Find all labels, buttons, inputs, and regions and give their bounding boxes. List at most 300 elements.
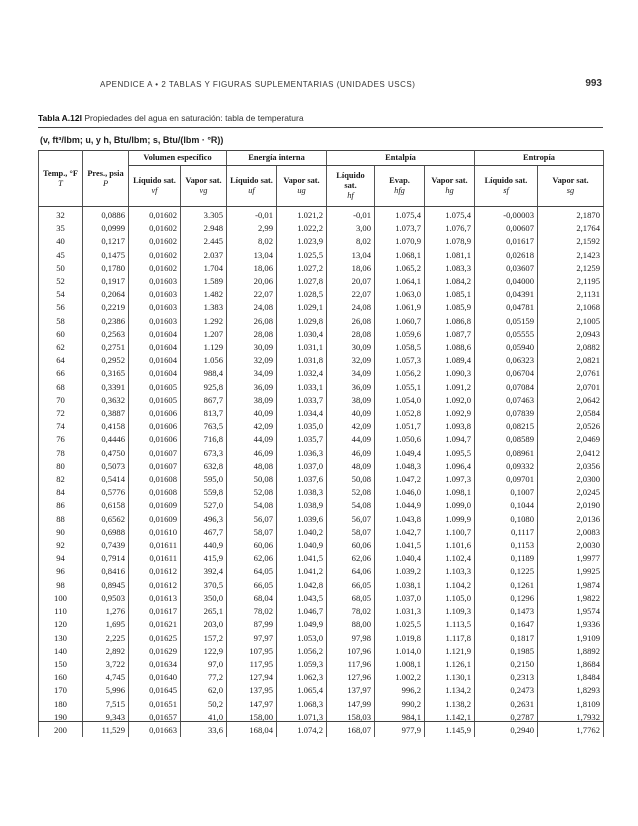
table-cell: 1.109,3 — [425, 605, 475, 618]
table-cell: 0,01604 — [129, 328, 181, 341]
table-cell: 0,4158 — [83, 420, 129, 433]
table-cell: 0,01611 — [129, 539, 181, 552]
table-cell: 137,97 — [327, 684, 375, 697]
table-cell: 74 — [39, 420, 83, 433]
table-cell: 1.070,9 — [375, 235, 425, 248]
table-cell: 1.025,5 — [375, 618, 425, 631]
table-cell: 1.023,9 — [277, 235, 327, 248]
table-cell: 1.046,0 — [375, 486, 425, 499]
table-cell: 170 — [39, 684, 83, 697]
table-cell: 0,01617 — [475, 235, 538, 248]
table-cell: 168,04 — [227, 724, 277, 737]
table-cell: 0,1647 — [475, 618, 538, 631]
table-cell: 56 — [39, 301, 83, 314]
table-cell: 0,08961 — [475, 447, 538, 460]
table-cell: 1.056 — [181, 354, 227, 367]
table-cell: 18,06 — [227, 262, 277, 275]
table-row — [39, 579, 604, 592]
table-cell: 87,99 — [227, 618, 277, 631]
table-row — [39, 671, 604, 684]
table-cell: 1.054,0 — [375, 394, 425, 407]
table-cell: 68,05 — [327, 592, 375, 605]
table-cell: 1.099,0 — [425, 499, 475, 512]
table-cell: 2,0469 — [538, 433, 604, 446]
table-cell: 1.099,9 — [425, 513, 475, 526]
table-cell: 122,9 — [181, 645, 227, 658]
table-cell: 2,1195 — [538, 275, 604, 288]
table-row — [39, 724, 604, 737]
table-cell: 84 — [39, 486, 83, 499]
table-cell: 0,01605 — [129, 394, 181, 407]
table-cell: 54,08 — [327, 499, 375, 512]
table-cell: 1.038,9 — [277, 499, 327, 512]
saturated-water-table — [38, 150, 604, 737]
table-cell: 1.098,1 — [425, 486, 475, 499]
col-header-pres: Pres., psia P — [83, 151, 129, 207]
table-cell: 8,02 — [227, 235, 277, 248]
table-cell: 88,00 — [327, 618, 375, 631]
table-cell: 1.028,5 — [277, 288, 327, 301]
table-cell: 58,07 — [227, 526, 277, 539]
running-title: APENDICE A • 2 TABLAS Y FIGURAS SUPLEMENTARIAS (UNIDADES USCS) — [100, 80, 416, 89]
table-bottom-rule — [38, 721, 603, 722]
table-cell: 0,01613 — [129, 592, 181, 605]
table-cell: 190 — [39, 711, 83, 724]
table-cell: 1.292 — [181, 315, 227, 328]
table-cell: 996,2 — [375, 684, 425, 697]
table-cell: 66,05 — [227, 579, 277, 592]
table-cell: 1.019,8 — [375, 632, 425, 645]
table-cell: 0,4446 — [83, 433, 129, 446]
caption-divider — [38, 127, 603, 128]
table-cell: 0,01612 — [129, 565, 181, 578]
table-cell: 1.044,9 — [375, 499, 425, 512]
table-cell: 0,1007 — [475, 486, 538, 499]
table-cell: 157,2 — [181, 632, 227, 645]
table-cell: 0,01604 — [129, 367, 181, 380]
table-cell: 2.445 — [181, 235, 227, 248]
table-cell: 72 — [39, 407, 83, 420]
table-cell: 50,08 — [227, 473, 277, 486]
table-cell: 35 — [39, 222, 83, 235]
table-cell: 1,9925 — [538, 565, 604, 578]
table-cell: 3,00 — [327, 222, 375, 235]
table-cell: 24,08 — [227, 301, 277, 314]
table-cell: 0,01629 — [129, 645, 181, 658]
table-cell: 1.056,2 — [375, 367, 425, 380]
table-cell: 117,96 — [327, 658, 375, 671]
table-cell: 1.049,9 — [277, 618, 327, 631]
table-cell: 66 — [39, 367, 83, 380]
table-cell: 632,8 — [181, 460, 227, 473]
table-cell: 763,5 — [181, 420, 227, 433]
table-cell: 1,8293 — [538, 684, 604, 697]
table-cell: 984,1 — [375, 711, 425, 724]
table-cell: 90 — [39, 526, 83, 539]
table-cell: 0,2313 — [475, 671, 538, 684]
table-cell: 64 — [39, 354, 83, 367]
table-cell: 0,2563 — [83, 328, 129, 341]
table-cell: 2,0030 — [538, 539, 604, 552]
table-cell: 26,08 — [327, 315, 375, 328]
table-cell: 1.126,1 — [425, 658, 475, 671]
table-cell: 60 — [39, 328, 83, 341]
table-cell: 1,9977 — [538, 552, 604, 565]
table-cell: 34,09 — [227, 367, 277, 380]
table-cell: 48,09 — [327, 460, 375, 473]
table-cell: 2,1005 — [538, 315, 604, 328]
table-cell: 1,9336 — [538, 618, 604, 631]
table-cell: 1.065,2 — [375, 262, 425, 275]
table-cell: 392,4 — [181, 565, 227, 578]
table-cell: 9,343 — [83, 711, 129, 724]
table-row — [39, 381, 604, 394]
table-row — [39, 684, 604, 697]
table-row — [39, 460, 604, 473]
table-cell: 0,01611 — [129, 552, 181, 565]
table-cell: 0,01604 — [129, 354, 181, 367]
table-cell: 96 — [39, 565, 83, 578]
table-row — [39, 407, 604, 420]
table-cell: 0,02618 — [475, 249, 538, 262]
table-cell: 82 — [39, 473, 83, 486]
table-cell: 1.027,2 — [277, 262, 327, 275]
running-header — [0, 80, 638, 96]
table-cell: 1,8684 — [538, 658, 604, 671]
table-cell: 46,09 — [327, 447, 375, 460]
table-cell: 2,0821 — [538, 354, 604, 367]
table-cell: 1,9822 — [538, 592, 604, 605]
table-cell: 30,09 — [227, 341, 277, 354]
table-cell: 110 — [39, 605, 83, 618]
table-cell: 1.031,8 — [277, 354, 327, 367]
table-cell: 2,0882 — [538, 341, 604, 354]
table-cell: 0,1296 — [475, 592, 538, 605]
table-cell: 100 — [39, 592, 83, 605]
table-cell: 1.103,3 — [425, 565, 475, 578]
table-cell: 1.022,2 — [277, 222, 327, 235]
col-header-sf: Líquido sat. sf — [475, 166, 538, 207]
table-cell: 0,01612 — [129, 579, 181, 592]
table-cell: 2,1423 — [538, 249, 604, 262]
table-cell: 1.064,1 — [375, 275, 425, 288]
table-cell: 54 — [39, 288, 83, 301]
table-cell: 0,5776 — [83, 486, 129, 499]
table-cell: 1.074,2 — [277, 724, 327, 737]
table-cell: 1.002,2 — [375, 671, 425, 684]
table-cell: 60,06 — [327, 539, 375, 552]
table-cell: 0,2787 — [475, 711, 538, 724]
table-cell: 2,0190 — [538, 499, 604, 512]
table-caption — [38, 113, 304, 123]
table-cell: 925,8 — [181, 381, 227, 394]
table-row — [39, 328, 604, 341]
table-cell: 52,08 — [227, 486, 277, 499]
col-header-vg: Vapor sat. vg — [181, 166, 227, 207]
table-cell: 1.058,5 — [375, 341, 425, 354]
table-cell: 1.050,6 — [375, 433, 425, 446]
table-cell: 62 — [39, 341, 83, 354]
table-row — [39, 565, 604, 578]
table-cell: 44,09 — [227, 433, 277, 446]
table-cell: 38,09 — [327, 394, 375, 407]
table-cell: 2,1131 — [538, 288, 604, 301]
table-cell: 0,01608 — [129, 486, 181, 499]
table-cell: 77,2 — [181, 671, 227, 684]
table-cell: 2,225 — [83, 632, 129, 645]
table-cell: 107,95 — [227, 645, 277, 658]
table-row — [39, 447, 604, 460]
table-cell: 1.482 — [181, 288, 227, 301]
group-header-row — [39, 151, 604, 166]
table-cell: 977,9 — [375, 724, 425, 737]
table-cell: 52 — [39, 275, 83, 288]
table-cell: 78,02 — [227, 605, 277, 618]
table-cell: 0,7439 — [83, 539, 129, 552]
table-cell: 2,0412 — [538, 447, 604, 460]
table-cell: 36,09 — [227, 381, 277, 394]
table-cell: 1.081,1 — [425, 249, 475, 262]
table-cell: 0,2064 — [83, 288, 129, 301]
table-cell: 1.207 — [181, 328, 227, 341]
table-cell: 78,02 — [327, 605, 375, 618]
table-cell: 0,01609 — [129, 499, 181, 512]
table-cell: 32 — [39, 207, 83, 223]
table-cell: 1.087,7 — [425, 328, 475, 341]
table-cell: 1.102,4 — [425, 552, 475, 565]
table-cell: 0,1080 — [475, 513, 538, 526]
table-row — [39, 486, 604, 499]
table-cell: 0,01651 — [129, 698, 181, 711]
col-header-temp: Temp., °F T — [39, 151, 83, 207]
table-cell: 62,06 — [327, 552, 375, 565]
table-cell: 0,04000 — [475, 275, 538, 288]
table-cell: 0,05940 — [475, 341, 538, 354]
table-cell: 1,7932 — [538, 711, 604, 724]
table-cell: 1.029,1 — [277, 301, 327, 314]
table-cell: 1.039,6 — [277, 513, 327, 526]
table-row — [39, 262, 604, 275]
table-row — [39, 645, 604, 658]
table-cell: 3,722 — [83, 658, 129, 671]
table-cell: 117,95 — [227, 658, 277, 671]
table-cell: 1.129 — [181, 341, 227, 354]
table-cell: 1.083,3 — [425, 262, 475, 275]
table-cell: 97,98 — [327, 632, 375, 645]
table-cell: 1,8484 — [538, 671, 604, 684]
table-cell: 0,01605 — [129, 381, 181, 394]
table-cell: 1.032,4 — [277, 367, 327, 380]
table-cell: 1.040,4 — [375, 552, 425, 565]
table-cell: 34,09 — [327, 367, 375, 380]
table-row — [39, 605, 604, 618]
table-cell: 158,00 — [227, 711, 277, 724]
table-cell: 0,5073 — [83, 460, 129, 473]
table-row — [39, 658, 604, 671]
table-cell: 1.055,1 — [375, 381, 425, 394]
table-cell: 0,1917 — [83, 275, 129, 288]
table-cell: 62,0 — [181, 684, 227, 697]
table-cell: 988,4 — [181, 367, 227, 380]
table-cell: 0,0999 — [83, 222, 129, 235]
table-cell: 147,99 — [327, 698, 375, 711]
col-header-sg: Vapor sat. sg — [538, 166, 604, 207]
table-cell: 0,0886 — [83, 207, 129, 223]
table-cell: 20,07 — [327, 275, 375, 288]
table-cell: 30,09 — [327, 341, 375, 354]
table-cell: 673,3 — [181, 447, 227, 460]
table-cell: 1.031,1 — [277, 341, 327, 354]
table-cell: 1.021,2 — [277, 207, 327, 223]
table-label: Tabla A.12I — [38, 113, 82, 123]
table-row — [39, 301, 604, 314]
table-cell: 1.085,1 — [425, 288, 475, 301]
table-cell: 13,04 — [227, 249, 277, 262]
table-cell: 0,01607 — [129, 460, 181, 473]
table-cell: 0,01602 — [129, 262, 181, 275]
table-cell: 2,0761 — [538, 367, 604, 380]
table-cell: 1.142,1 — [425, 711, 475, 724]
table-cell: 0,7914 — [83, 552, 129, 565]
table-cell: 1,276 — [83, 605, 129, 618]
table-cell: 44,09 — [327, 433, 375, 446]
table-cell: 0,3391 — [83, 381, 129, 394]
table-cell: 1.088,6 — [425, 341, 475, 354]
table-cell: 86 — [39, 499, 83, 512]
table-row — [39, 513, 604, 526]
table-cell: 0,00607 — [475, 222, 538, 235]
table-cell: 1.047,2 — [375, 473, 425, 486]
table-cell: 2,1592 — [538, 235, 604, 248]
table-cell: 1.061,9 — [375, 301, 425, 314]
table-cell: 24,08 — [327, 301, 375, 314]
table-cell: 0,9503 — [83, 592, 129, 605]
table-cell: 1.065,4 — [277, 684, 327, 697]
table-cell: 0,07839 — [475, 407, 538, 420]
table-cell: 0,4750 — [83, 447, 129, 460]
table-row — [39, 632, 604, 645]
table-cell: 0,01602 — [129, 249, 181, 262]
table-cell: 1.008,1 — [375, 658, 425, 671]
table-cell: 0,01634 — [129, 658, 181, 671]
table-cell: 527,0 — [181, 499, 227, 512]
table-cell: 1.091,2 — [425, 381, 475, 394]
table-cell: 0,07463 — [475, 394, 538, 407]
table-row — [39, 499, 604, 512]
table-cell: 1.075,4 — [375, 207, 425, 223]
table-cell: 40,09 — [327, 407, 375, 420]
table-cell: 97,0 — [181, 658, 227, 671]
table-cell: 0,09332 — [475, 460, 538, 473]
table-cell: 200 — [39, 724, 83, 737]
table-cell: 1.121,9 — [425, 645, 475, 658]
table-cell: 0,01640 — [129, 671, 181, 684]
table-cell: 1.104,2 — [425, 579, 475, 592]
table-cell: 1.043,5 — [277, 592, 327, 605]
table-cell: 1.097,3 — [425, 473, 475, 486]
table-cell: 496,3 — [181, 513, 227, 526]
table-cell: 160 — [39, 671, 83, 684]
table-cell: 0,09701 — [475, 473, 538, 486]
table-cell: 1.039,2 — [375, 565, 425, 578]
table-cell: 1.059,3 — [277, 658, 327, 671]
table-cell: 1.034,4 — [277, 407, 327, 420]
table-cell: 40 — [39, 235, 83, 248]
table-cell: 7,515 — [83, 698, 129, 711]
units-note: (v, ft³/lbm; u, y h, Btu/lbm; s, Btu/(lbm · °R)) — [40, 135, 224, 145]
col-header-vf: Líquido sat. vf — [129, 166, 181, 207]
table-cell: 76 — [39, 433, 83, 446]
table-cell: 0,08215 — [475, 420, 538, 433]
table-cell: 92 — [39, 539, 83, 552]
col-header-hfg: Evap. hfg — [375, 166, 425, 207]
table-cell: 0,01603 — [129, 301, 181, 314]
table-cell: 0,06704 — [475, 367, 538, 380]
table-cell: 0,1475 — [83, 249, 129, 262]
table-cell: 1.589 — [181, 275, 227, 288]
table-cell: 40,09 — [227, 407, 277, 420]
table-cell: 1.068,1 — [375, 249, 425, 262]
table-cell: 88 — [39, 513, 83, 526]
table-cell: 3.305 — [181, 207, 227, 223]
table-cell: 1.090,3 — [425, 367, 475, 380]
group-header-entropy: Entropía — [475, 151, 604, 166]
table-cell: 1,9574 — [538, 605, 604, 618]
table-cell: 64,05 — [227, 565, 277, 578]
table-cell: 1.037,0 — [375, 592, 425, 605]
table-cell: 1.085,9 — [425, 301, 475, 314]
table-cell: 0,01606 — [129, 420, 181, 433]
table-cell: 1.105,0 — [425, 592, 475, 605]
table-row — [39, 539, 604, 552]
table-cell: 2,0642 — [538, 394, 604, 407]
table-cell: 0,1817 — [475, 632, 538, 645]
table-cell: 1,9109 — [538, 632, 604, 645]
table-cell: 1.145,9 — [425, 724, 475, 737]
table-cell: 1.046,7 — [277, 605, 327, 618]
table-cell: 1.041,2 — [277, 565, 327, 578]
table-cell: 137,95 — [227, 684, 277, 697]
table-cell: 5,996 — [83, 684, 129, 697]
table-row — [39, 367, 604, 380]
table-cell: 2,0083 — [538, 526, 604, 539]
table-cell: 1.056,2 — [277, 645, 327, 658]
table-cell: 370,5 — [181, 579, 227, 592]
table-cell: 1.042,7 — [375, 526, 425, 539]
table-row — [39, 698, 604, 711]
table-cell: 2,1259 — [538, 262, 604, 275]
table-cell: 1.084,2 — [425, 275, 475, 288]
table-cell: 0,01606 — [129, 407, 181, 420]
table-cell: 1.027,8 — [277, 275, 327, 288]
table-cell: 0,2631 — [475, 698, 538, 711]
table-cell: 54,08 — [227, 499, 277, 512]
table-cell: 1.051,7 — [375, 420, 425, 433]
table-cell: 0,01602 — [129, 207, 181, 223]
table-cell: 440,9 — [181, 539, 227, 552]
table-cell: 813,7 — [181, 407, 227, 420]
table-cell: 1.040,9 — [277, 539, 327, 552]
table-cell: 130 — [39, 632, 83, 645]
table-row — [39, 354, 604, 367]
table-cell: 0,5414 — [83, 473, 129, 486]
table-cell: 66,05 — [327, 579, 375, 592]
table-cell: 0,01602 — [129, 222, 181, 235]
table-cell: 1.134,2 — [425, 684, 475, 697]
table-cell: 0,2952 — [83, 354, 129, 367]
table-cell: 32,09 — [327, 354, 375, 367]
table-cell: 46,09 — [227, 447, 277, 460]
